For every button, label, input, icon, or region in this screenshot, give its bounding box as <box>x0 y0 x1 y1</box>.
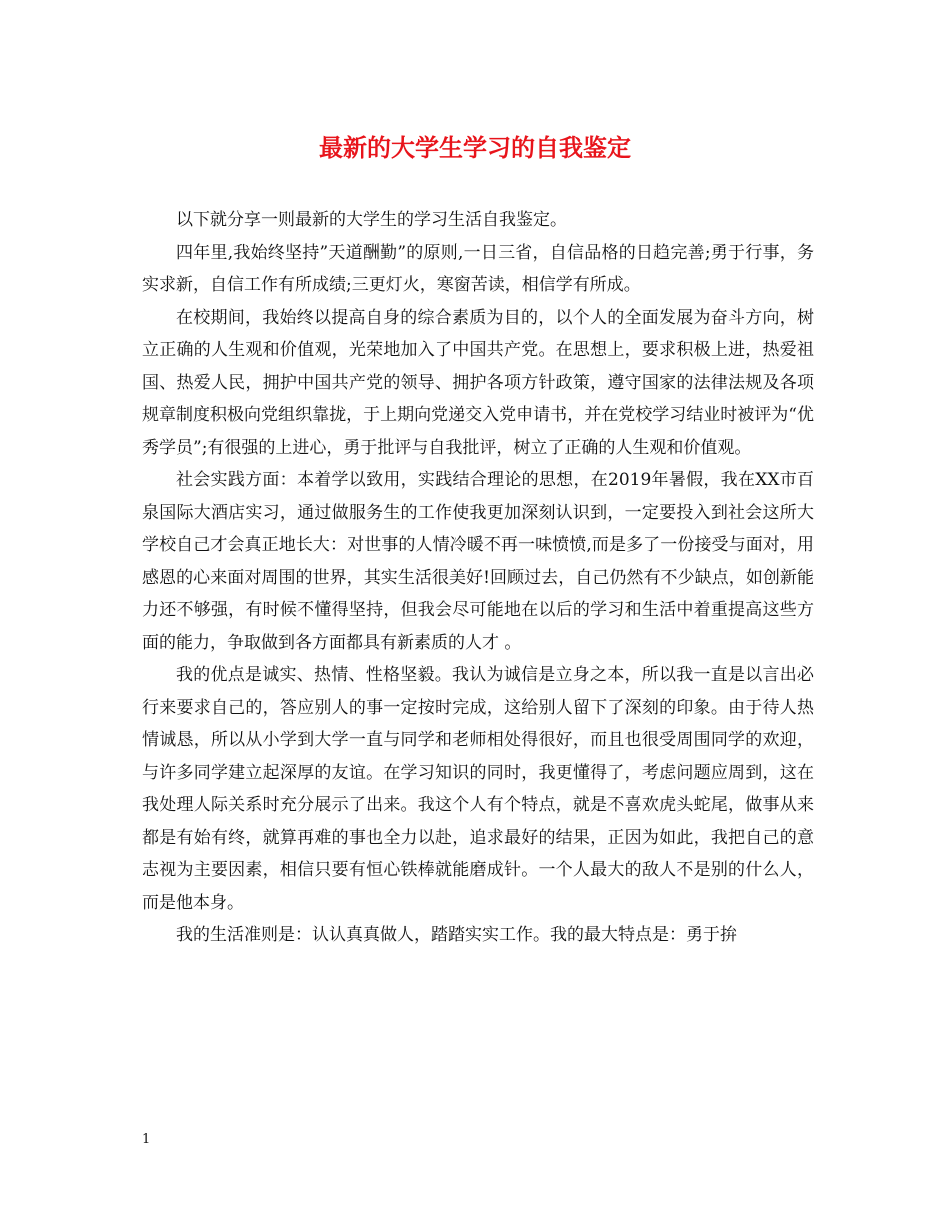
paragraph-principles: 四年里,我始终坚持”天道酬勤”的原则,一日三省，自信品格的日趋完善;勇于行事，务实求新，自信工作有所成绩;三更灯火，寒窗苦读，相信学有所成。 <box>142 242 814 295</box>
paragraph-school-period: 在校期间，我始终以提高自身的综合素质为目的，以个人的全面发展为奋斗方向，树立正确的人生观和价值观，光荣地加入了中国共产党。在思想上，要求积极上进，热爱祖国、热爱人民，拥护中国共产党的领导、拥护各项方针政策，遵守国家的法律法规及各项规章制度积极向党组织靠拢，于上期向党递交入党申请书，并在党校学习结业时被评为“优秀学员”;有很强的上进心，勇于批评与自我批评，树立了正确的人生观和价值观。 <box>142 307 814 458</box>
document-title: 最新的大学生学习的自我鉴定 <box>319 134 631 162</box>
document-body <box>142 204 814 952</box>
page-number: 1 <box>142 1132 151 1147</box>
paragraph-strengths: 我的优点是诚实、热情、性格坚毅。我认为诚信是立身之本，所以我一直是以言出必行来要求自己的，答应别人的事一定按时完成，这给别人留下了深刻的印象。由于待人热情诚恳，所以从小学到大学一直与同学和老师相处得很好，而且也很受周围同学的欢迎，与许多同学建立起深厚的友谊。在学习知识的同时，我更懂得了，考虑问题应周到，这在我处理人际关系时充分展示了出来。我这个人有个特点，就是不喜欢虎头蛇尾，做事从来都是有始有终，就算再难的事也全力以赴，追求最好的结果，正因为如此，我把自己的意志视为主要因素，相信只要有恒心铁棒就能磨成针。一个人最大的敌人不是别的什么人，而是他本身。 <box>142 665 814 913</box>
paragraph-life-principles: 我的生活准则是：认认真真做人，踏踏实实工作。我的最大特点是：勇于拚 <box>176 925 737 945</box>
paragraph-intro: 以下就分享一则最新的大学生的学习生活自我鉴定。 <box>176 210 567 230</box>
paragraph-social-practice: 社会实践方面：本着学以致用，实践结合理论的思想，在2019年暑假，我在XX市百泉国际大酒店实习，通过做服务生的工作使我更加深刻认识到，一定要投入到社会这所大学校自己才会真正地长大：对世事的人情冷暖不再一味愤愤,而是多了一份接受与面对，用感恩的心来面对周围的世界，其实生活很美好!回顾过去，自己仍然有不少缺点，如创新能力还不够强，有时候不懂得坚持，但我会尽可能地在以后的学习和生活中着重提高这些方面的能力，争取做到各方面都具有新素质的人才 。 <box>142 470 814 653</box>
